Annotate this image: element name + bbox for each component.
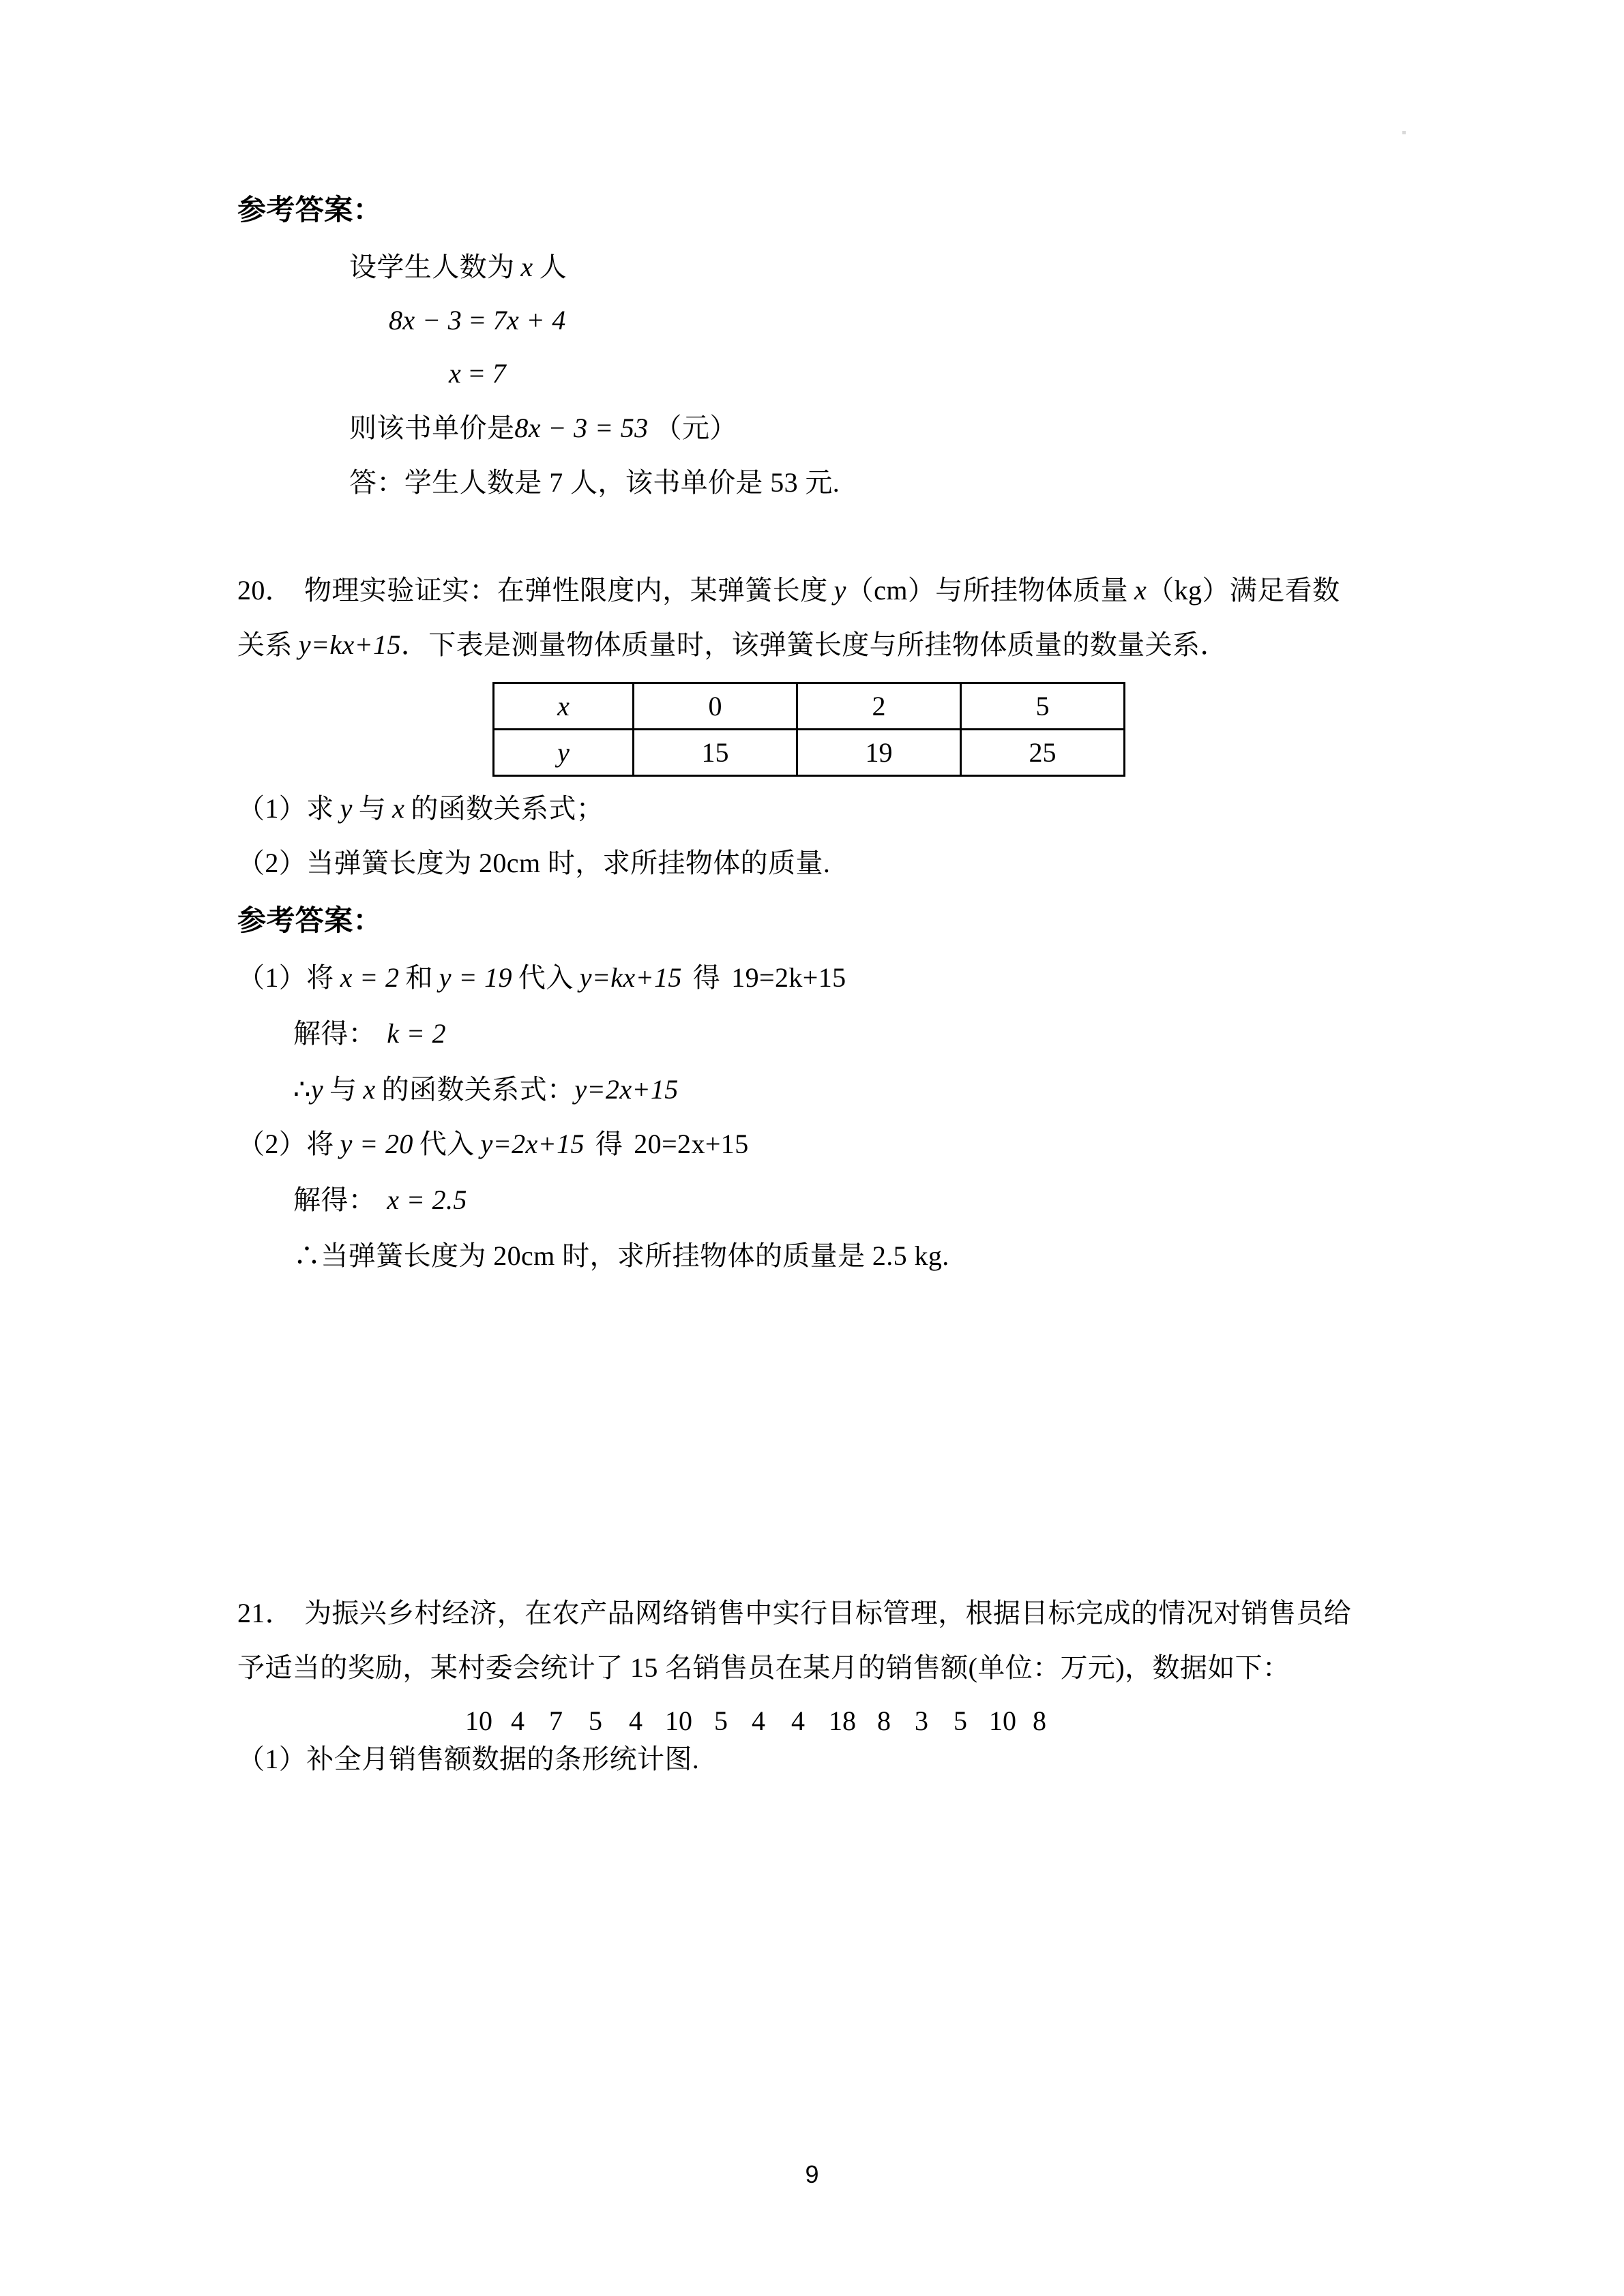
stem-formula: y=kx+15 [298,629,401,660]
cell-y-1: 19 [797,730,961,776]
spring-data-table [492,682,1125,777]
equation-1-right: 7x + 4 [492,305,566,336]
row-label-x: x [494,683,634,730]
sales-data-values [458,1705,1054,1737]
data-value: 5 [589,1705,602,1736]
question-20-stem-line-1 [304,577,1340,604]
step-1-marker: （1） [237,962,307,993]
stem-part-4: 关系 [237,629,293,660]
question-21-sub-1 [237,1746,699,1773]
answer-19-equation-2 [449,360,506,387]
table-row [494,683,1125,730]
step-3-text: 的函数关系式： [381,1074,575,1105]
step-2-expr: k = 2 [387,1018,446,1049]
sub-1-pre: 求 [306,793,334,824]
data-value: 8 [1033,1705,1046,1736]
equation-2-left: x [449,358,462,389]
step-6-text: 当弹簧长度为 20cm 时，求所挂物体的质量是 2.5 kg. [321,1240,949,1271]
set-unknown-var: x [520,252,533,282]
step-4-f2: 20=2x+15 [634,1129,749,1159]
data-value: 5 [954,1705,967,1736]
step-5-label: 解得： [293,1184,377,1215]
equation-2-right: 7 [492,358,506,389]
question-20-number: 20． [237,575,293,606]
answer-19-set-unknown [349,254,567,281]
step-4-t3: 得 [595,1129,623,1159]
sub-1-marker: （1） [237,1744,307,1774]
step-1-e1: x = 2 [340,962,400,993]
stem-var-y: y [833,575,846,606]
answer-20-step-6 [293,1242,949,1270]
question-20-sub-1 [237,795,604,822]
step-3-formula: y=2x+15 [574,1074,679,1105]
therefore-icon: ∴ [293,1240,321,1271]
step-4-marker: （2） [237,1129,307,1159]
stem-part-3: 满足看数 [1229,575,1340,606]
equation-1-left: 8x − 3 [389,305,462,336]
data-value: 18 [829,1705,856,1736]
step-1-t3: 代入 [518,962,574,993]
cell-y-2: 25 [961,730,1125,776]
answer-19-conclusion: 答：学生人数是 7 人，该书单价是 53 元. [349,467,840,498]
sub-1-marker: （1） [237,793,307,824]
question-21-number: 21． [237,1598,293,1628]
therefore-icon: ∴ [293,1074,311,1105]
sub-1-post: 的函数关系式； [411,793,604,824]
answer-20-step-5 [293,1184,467,1215]
answer-19-unit-price [349,415,737,442]
step-4-t1: 将 [306,1129,334,1159]
question-20-stem-line-2 [237,631,1228,659]
data-value: 4 [511,1705,525,1736]
cell-x-1: 2 [797,683,961,730]
cell-x-2: 5 [961,683,1125,730]
stem-part-2: 与所挂物体质量 [935,575,1129,606]
stem-part-5: ．下表是测量物体质量时，该弹簧长度与所挂物体质量的数量关系． [400,629,1228,660]
data-value: 10 [989,1705,1016,1736]
set-unknown-suffix: 人 [539,252,567,282]
answer-heading-19: 参考答案： [237,195,383,226]
cell-y-0: 15 [634,730,797,776]
data-value: 5 [714,1705,728,1736]
question-20-sub-2 [237,850,830,877]
step-2-label: 解得： [293,1018,377,1049]
data-value: 4 [791,1705,805,1736]
step-1-e2: y = 19 [439,962,512,993]
question-21-stem-line-1: 为振兴乡村经济，在农产品网络销售中实行目标管理，根据目标完成的情况对销售员给 [304,1598,1352,1628]
step-3-var-x: x [363,1074,376,1105]
answer-heading-20: 参考答案： [237,906,383,937]
step-4-f1: y=2x+15 [480,1129,585,1159]
step-1-f1: y=kx+15 [579,962,682,993]
step-5-expr: x = 2.5 [387,1184,467,1215]
answer-20-step-3 [293,1076,679,1103]
answer-19-equation-1 [389,307,566,334]
step-1-t2: 和 [405,962,433,993]
data-value: 3 [915,1705,928,1736]
step-1-t1: 将 [306,962,334,993]
unit-price-expr: 8x − 3 = 53 [514,413,649,443]
stem-unit-cm: （cm） [846,575,936,606]
set-unknown-prefix: 设学生人数为 [349,252,515,282]
data-value: 4 [629,1705,643,1736]
step-3-var-y: y [310,1074,324,1105]
equation-1-eq: = [468,305,487,336]
sub-1-text: 补全月销售额数据的条形统计图. [306,1744,700,1774]
question-21-stem-line-2: 予适当的奖励，某村委会统计了 15 名销售员在某月的销售额(单位：万元)，数据如下： [237,1652,1290,1683]
answer-20-step-4 [237,1131,749,1158]
sub-1-var-y: y [340,793,353,824]
stem-unit-kg: （kg） [1147,575,1230,606]
answer-20-step-2 [293,1020,446,1047]
step-1-f2: 19=2k+15 [731,962,846,993]
page-number: 9 [805,2160,819,2188]
data-value: 7 [549,1705,563,1736]
sub-2-text: 当弹簧长度为 20cm 时，求所挂物体的质量. [306,848,831,878]
sub-1-mid: 与 [358,793,387,824]
step-4-t2: 代入 [419,1129,475,1159]
data-value: 4 [752,1705,765,1736]
row-label-y: y [494,730,634,776]
step-4-e1: y = 20 [340,1129,413,1159]
equation-2-eq: = [467,358,486,389]
cell-x-0: 0 [634,683,797,730]
stem-part-1: 物理实验证实：在弹性限度内，某弹簧长度 [304,575,828,606]
data-value: 10 [465,1705,492,1736]
step-1-t4: 得 [692,962,721,993]
sub-1-var-x: x [392,793,405,824]
data-value: 8 [877,1705,891,1736]
stem-var-x: x [1134,575,1147,606]
scan-artifact [1402,131,1406,134]
step-3-mid: 与 [329,1074,357,1105]
sub-2-marker: （2） [237,848,307,878]
data-value: 10 [665,1705,692,1736]
answer-20-step-1 [237,964,846,992]
unit-price-suffix: （元） [654,413,737,443]
unit-price-prefix: 则该书单价是 [349,413,515,443]
table-row [494,730,1125,776]
